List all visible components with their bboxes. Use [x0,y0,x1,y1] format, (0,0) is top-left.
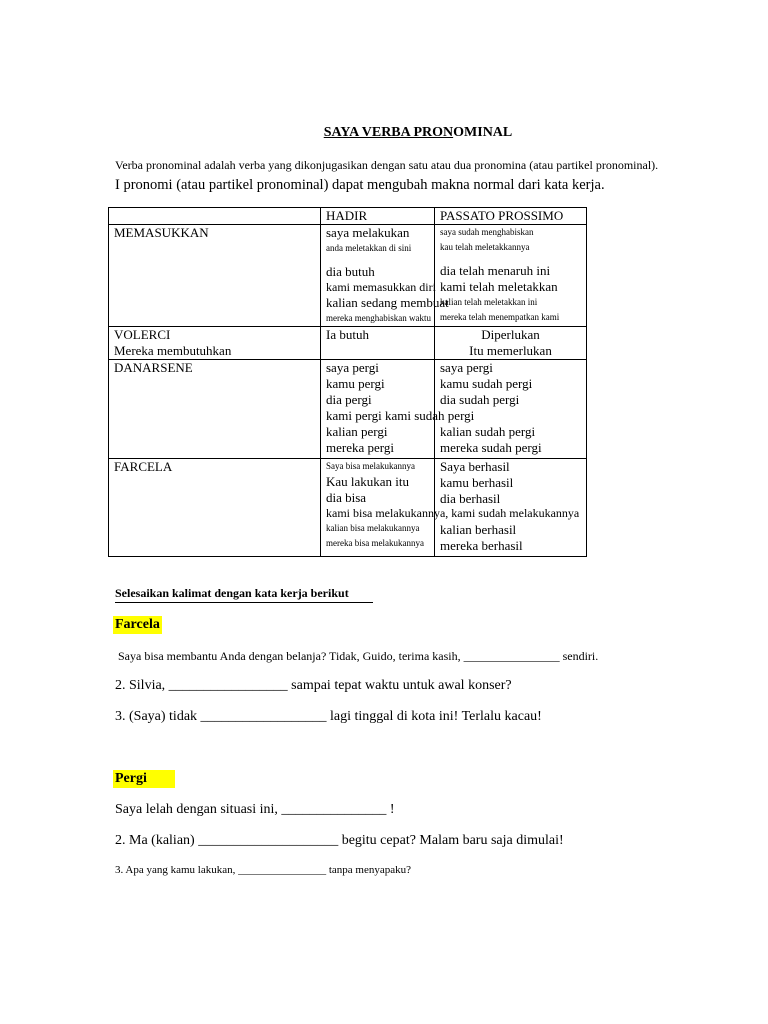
conjugation-table [108,207,587,557]
page-title [0,125,768,141]
conjugation: anda meletakkan di sini [326,243,412,253]
conjugation: mereka menghabiskan waktu [326,313,431,323]
conjugation: Saya berhasil [440,459,510,474]
exercise-sentence: 3. (Saya) tidak __________________ lagi tinggal di kota ini! Terlalu kacau! [115,709,542,724]
conjugation: Diperlukan [481,327,540,342]
conjugation: Ia butuh [326,327,369,342]
table-row [109,225,587,327]
section-label-pergi: Pergi [113,770,175,788]
table-row [109,327,587,360]
exercise-heading: Selesaikan kalimat dengan kata kerja berikut [115,586,373,603]
conjugation: Saya bisa melakukannya [326,461,415,471]
table-header-row [109,208,587,225]
conjugation: dia bisa [326,490,367,505]
conjugation: kami bisa melakukannya, kami sudah melakukannya [326,506,580,520]
section-label-farcela: Farcela [115,617,160,632]
conjugation: kalian pergi [326,424,388,439]
verb-name: MEMASUKKAN [114,225,209,240]
table-row [109,360,587,459]
conjugation: kamu pergi [326,376,385,391]
conjugation: dia berhasil [440,491,501,506]
conjugation: mereka berhasil [440,538,523,553]
verb-name: FARCELA [114,459,173,474]
conjugation: kami memasukkan diri [326,280,436,294]
conjugation: kalian bisa melakukannya [326,523,420,533]
conjugation: dia butuh [326,264,375,279]
conjugation: saya sudah menghabiskan [440,227,534,237]
page-title-rest: OMINAL [453,125,513,140]
header-cell-hadir: HADIR [321,208,435,225]
header-cell [109,208,321,225]
conjugation: kamu sudah pergi [440,376,533,391]
conjugation: dia sudah pergi [440,392,520,407]
conjugation: Kau lakukan itu [326,474,410,489]
conjugation: kalian sudah pergi [440,424,536,439]
verb-translation: Mereka membutuhkan [114,343,232,358]
conjugation: kalian sedang membuat [326,295,449,310]
conjugation: kalian telah meletakkan ini [440,297,538,307]
conjugation: kau telah meletakkannya [440,242,530,252]
conjugation: mereka sudah pergi [440,440,542,455]
conjugation: kamu berhasil [440,475,514,490]
verb-name: DANARSENE [114,360,193,375]
exercise-sentence: 2. Silvia, _________________ sampai tepat waktu untuk awal konser? [115,678,512,693]
conjugation: dia pergi [326,392,372,407]
conjugation: saya melakukan [326,225,410,240]
page-title-underlined: SAYA VERBA PRON [323,125,454,140]
table-row [109,459,587,557]
exercise-sentence: Saya lelah dengan situasi ini, _______________ ! [115,802,395,817]
conjugation: kalian berhasil [440,522,517,537]
verb-name: VOLERCI [114,327,171,342]
conjugation: Itu memerlukan [469,343,552,358]
exercise-sentence: 2. Ma (kalian) ____________________ begitu cepat? Malam baru saja dimulai! [115,833,564,848]
conjugation: saya pergi [326,360,379,375]
conjugation: kami pergi kami sudah pergi [326,408,475,423]
conjugation: dia telah menaruh ini [440,263,551,278]
intro-paragraph-2: I pronomi (atau partikel pronominal) dapat mengubah makna normal dari kata kerja. [115,177,605,193]
header-cell-passato: PASSATO PROSSIMO [435,208,587,225]
exercise-sentence: 3. Apa yang kamu lakukan, ________________ tanpa menyapaku? [115,864,412,876]
conjugation: mereka telah menempatkan kami [440,312,560,322]
conjugation: mereka bisa melakukannya [326,538,424,548]
exercise-sentence: Saya bisa membantu Anda dengan belanja? Tidak, Guido, terima kasih, ________________ sendiri. [118,649,599,663]
conjugation: saya pergi [440,360,493,375]
conjugation: kami telah meletakkan [440,279,558,294]
intro-paragraph-1: Verba pronominal adalah verba yang dikonjugasikan dengan satu atau dua pronomina (atau partikel pronominal). [115,158,659,172]
conjugation: mereka pergi [326,440,394,455]
